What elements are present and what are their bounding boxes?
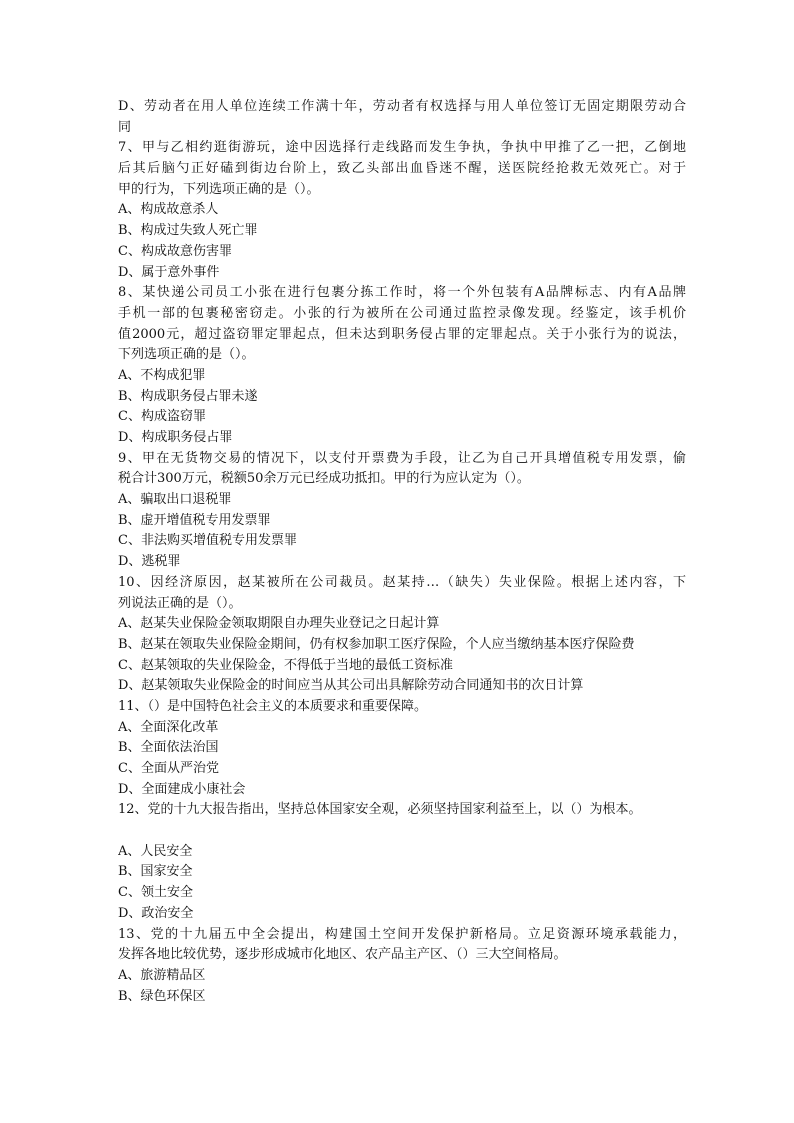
question-10-line1: 10、因经济原因，赵某被所在公司裁员。赵某持…（缺失）失业保险。根据上述内容，下 xyxy=(118,574,686,590)
q10-option-c: C、赵某领取的失业保险金，不得低于当地的最低工资标准 xyxy=(118,657,453,673)
option-d-q6-line1: D、劳动者在用人单位连续工作满十年，劳动者有权选择与用人单位签订无固定期限劳动合 xyxy=(118,99,686,114)
q9-option-d: D、逃税罪 xyxy=(118,554,181,570)
question-8-line3: 值2000元，超过盗窃罪定罪起点，但未达到职务侵占罪的定罪起点。关于小张行为的说法， xyxy=(118,326,686,342)
q13-option-a: A、旅游精品区 xyxy=(118,967,206,983)
question-8-line1: 8、某快递公司员工小张在进行包裹分拣工作时，将一个外包装有A品牌标志、内有A品牌 xyxy=(118,285,686,301)
q7-option-b: B、构成过失致人死亡罪 xyxy=(118,223,258,239)
q9-option-c: C、非法购买增值税专用发票罪 xyxy=(118,533,297,549)
q10-option-d: D、赵某领取失业保险金的时间应当从其公司出具解除劳动合同通知书的次日计算 xyxy=(118,678,584,694)
question-7-line3: 甲的行为，下列选项正确的是（）。 xyxy=(118,181,320,197)
question-9-line2: 税合计300万元，税额50余万元已经成功抵扣。甲的行为应认定为（）。 xyxy=(118,471,530,487)
q11-option-a: A、全面深化改革 xyxy=(118,719,219,735)
blank-line xyxy=(118,821,686,842)
q10-option-b: B、赵某在领取失业保险金期间，仍有权参加职工医疗保险，个人应当缴纳基本医疗保险费 xyxy=(118,636,635,652)
q12-option-a: A、人民安全 xyxy=(118,843,193,859)
q11-option-d: D、全面建成小康社会 xyxy=(118,781,246,797)
question-13-line2: 发挥各地比较优势，逐步形成城市化地区、农产品主产区、（）三大空间格局。 xyxy=(118,947,567,963)
q7-option-a: A、构成故意杀人 xyxy=(118,202,219,218)
question-9-line1: 9、甲在无货物交易的情况下，以支付开票费为手段，让乙为自己开具增值税专用发票，偷 xyxy=(118,450,686,466)
q9-option-a: A、骗取出口退税罪 xyxy=(118,492,232,508)
q10-option-a: A、赵某失业保险金领取期限自办理失业登记之日起计算 xyxy=(118,616,440,632)
question-13-line1: 13、党的十九届五中全会提出，构建国土空间开发保护新格局。立足资源环境承载能力， xyxy=(118,926,686,942)
question-8-line2: 手机一部的包裹秘密窃走。小张的行为被所在公司通过监控录像发现。经鉴定，该手机价 xyxy=(118,305,686,321)
question-10-line2: 列说法正确的是（）。 xyxy=(118,595,242,611)
question-11: 11、（）是中国特色社会主义的本质要求和重要保障。 xyxy=(118,698,428,714)
q7-option-c: C、构成故意伤害罪 xyxy=(118,243,232,259)
option-d-q6-line2: 同 xyxy=(118,119,132,135)
q8-option-d: D、构成职务侵占罪 xyxy=(118,430,233,445)
question-12: 12、党的十九大报告指出，坚持总体国家安全观，必须坚持国家利益至上，以（）为根本。 xyxy=(118,802,642,818)
page-body xyxy=(118,97,686,1007)
q8-option-a: A、不构成犯罪 xyxy=(118,367,206,383)
q13-option-b: B、绿色环保区 xyxy=(118,988,206,1004)
question-7-line1: 7、甲与乙相约逛街游玩，途中因选择行走线路而发生争执，争执中甲推了乙一把，乙倒地 xyxy=(118,140,686,156)
q12-option-b: B、国家安全 xyxy=(118,864,193,880)
q11-option-c: C、全面从严治党 xyxy=(118,761,219,776)
q7-option-d: D、属于意外事件 xyxy=(118,264,220,280)
q12-option-d: D、政治安全 xyxy=(118,905,194,921)
q9-option-b: B、虚开增值税专用发票罪 xyxy=(118,512,271,528)
q11-option-b: B、全面依法治国 xyxy=(118,740,219,756)
q8-option-b: B、构成职务侵占罪未遂 xyxy=(118,388,258,404)
q8-option-c: C、构成盗窃罪 xyxy=(118,409,206,425)
q12-option-c: C、领土安全 xyxy=(118,885,193,901)
question-8-line4: 下列选项正确的是（）。 xyxy=(118,347,255,363)
question-7-line2: 后其后脑勺正好磕到街边台阶上，致乙头部出血昏迷不醒，送医院经抢救无效死亡。对于 xyxy=(118,161,686,177)
